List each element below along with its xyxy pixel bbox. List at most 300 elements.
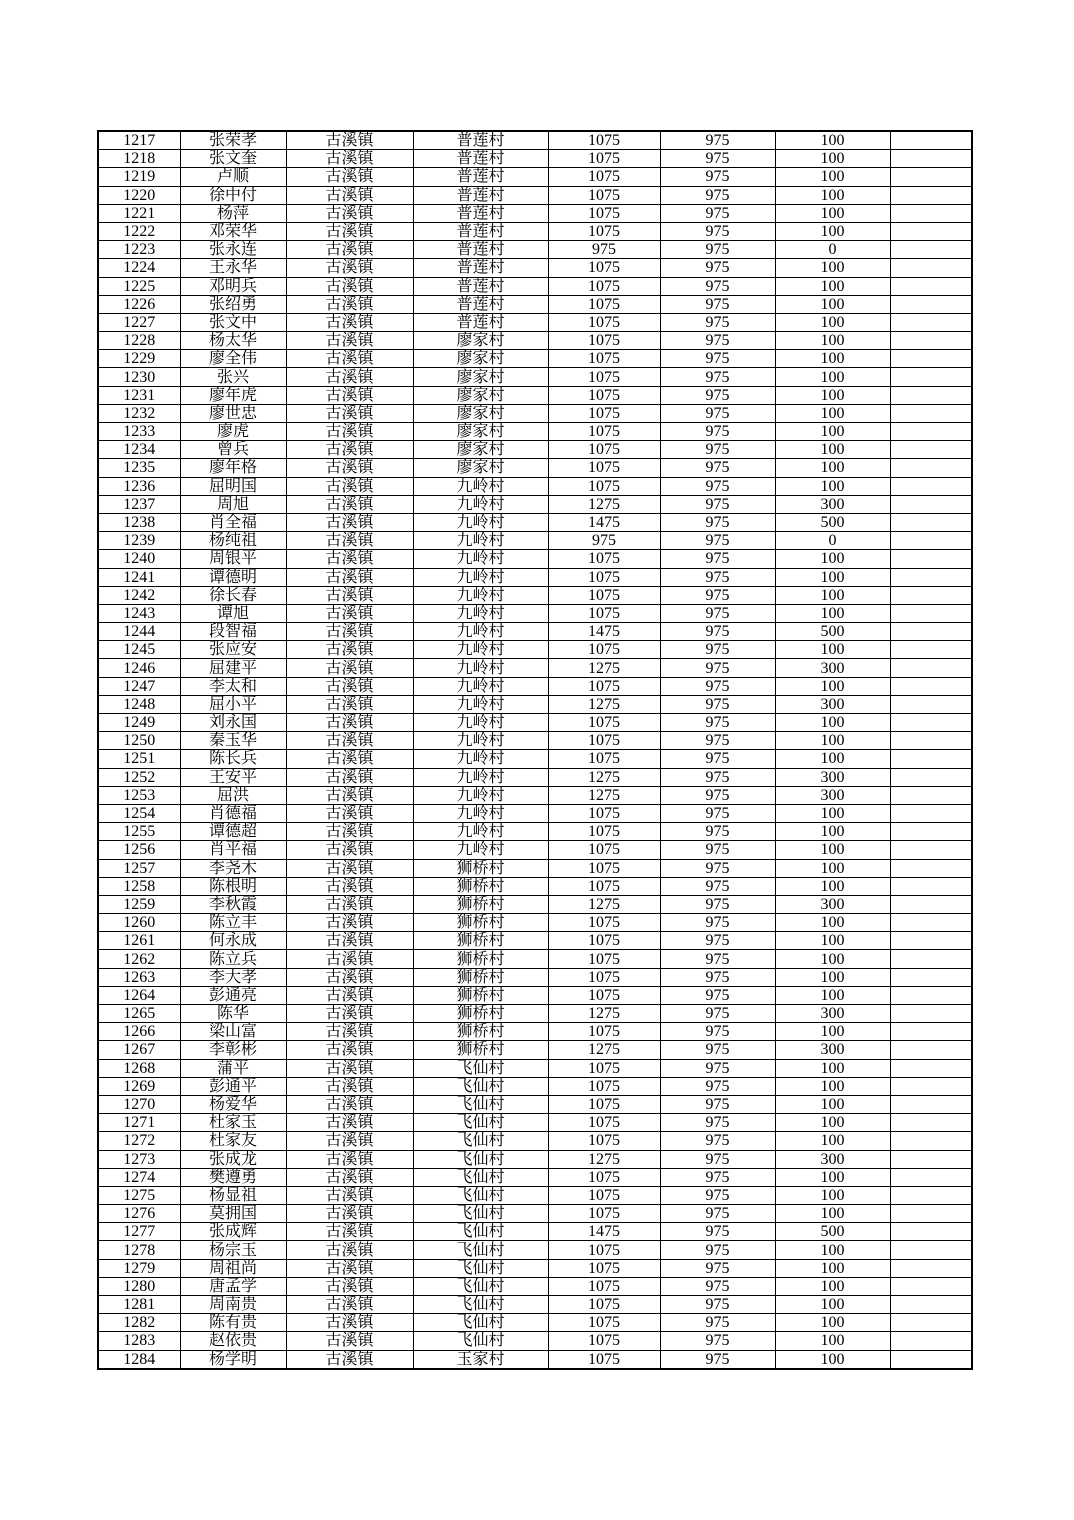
note-cell (890, 550, 972, 568)
table-row (98, 841, 972, 859)
serial-cell: 1239 (98, 532, 180, 550)
name-cell: 张荣孝 (180, 131, 286, 150)
serial-cell: 1252 (98, 768, 180, 786)
serial-cell: 1253 (98, 786, 180, 804)
serial-cell: 1242 (98, 586, 180, 604)
difference-cell: 100 (775, 804, 890, 822)
difference-cell: 100 (775, 641, 890, 659)
town-cell: 古溪镇 (286, 750, 413, 768)
village-cell: 九岭村 (413, 732, 548, 750)
note-cell (890, 1132, 972, 1150)
name-cell: 蒲平 (180, 1059, 286, 1077)
name-cell: 张成辉 (180, 1223, 286, 1241)
name-cell: 曾兵 (180, 441, 286, 459)
note-cell (890, 1150, 972, 1168)
difference-cell: 300 (775, 1005, 890, 1023)
village-cell: 狮桥村 (413, 986, 548, 1004)
village-cell: 廖家村 (413, 332, 548, 350)
note-cell (890, 1350, 972, 1369)
amount-b-cell: 975 (660, 641, 775, 659)
difference-cell: 0 (775, 532, 890, 550)
amount-b-cell: 975 (660, 259, 775, 277)
difference-cell: 100 (775, 823, 890, 841)
village-cell: 普莲村 (413, 259, 548, 277)
table-row (98, 1241, 972, 1259)
amount-b-cell: 975 (660, 168, 775, 186)
difference-cell: 100 (775, 459, 890, 477)
amount-b-cell: 975 (660, 1277, 775, 1295)
village-cell: 飞仙村 (413, 1205, 548, 1223)
name-cell: 屈小平 (180, 695, 286, 713)
serial-cell: 1271 (98, 1114, 180, 1132)
town-cell: 古溪镇 (286, 768, 413, 786)
amount-b-cell: 975 (660, 386, 775, 404)
amount-b-cell: 975 (660, 968, 775, 986)
serial-cell: 1272 (98, 1132, 180, 1150)
amount-a-cell: 1075 (548, 332, 660, 350)
table-row (98, 623, 972, 641)
note-cell (890, 1005, 972, 1023)
town-cell: 古溪镇 (286, 168, 413, 186)
village-cell: 飞仙村 (413, 1296, 548, 1314)
table-row (98, 1296, 972, 1314)
amount-a-cell: 1075 (548, 804, 660, 822)
name-cell: 廖年格 (180, 459, 286, 477)
name-cell: 张绍勇 (180, 295, 286, 313)
note-cell (890, 495, 972, 513)
table-row (98, 1186, 972, 1204)
note-cell (890, 641, 972, 659)
town-cell: 古溪镇 (286, 295, 413, 313)
difference-cell: 100 (775, 404, 890, 422)
note-cell (890, 714, 972, 732)
amount-b-cell: 975 (660, 695, 775, 713)
serial-cell: 1264 (98, 986, 180, 1004)
table-row (98, 1223, 972, 1241)
amount-b-cell: 975 (660, 1296, 775, 1314)
table-row (98, 168, 972, 186)
name-cell: 廖年虎 (180, 386, 286, 404)
serial-cell: 1247 (98, 677, 180, 695)
table-row (98, 750, 972, 768)
amount-b-cell: 975 (660, 550, 775, 568)
name-cell: 张成龙 (180, 1150, 286, 1168)
table-row (98, 368, 972, 386)
town-cell: 古溪镇 (286, 495, 413, 513)
amount-a-cell: 1075 (548, 1241, 660, 1259)
serial-cell: 1218 (98, 150, 180, 168)
difference-cell: 300 (775, 1150, 890, 1168)
serial-cell: 1231 (98, 386, 180, 404)
amount-a-cell: 1075 (548, 1277, 660, 1295)
village-cell: 狮桥村 (413, 895, 548, 913)
note-cell (890, 368, 972, 386)
table-row (98, 1168, 972, 1186)
amount-a-cell: 1075 (548, 404, 660, 422)
village-cell: 廖家村 (413, 368, 548, 386)
town-cell: 古溪镇 (286, 1332, 413, 1350)
town-cell: 古溪镇 (286, 1023, 413, 1041)
amount-b-cell: 975 (660, 495, 775, 513)
name-cell: 杜家友 (180, 1132, 286, 1150)
note-cell (890, 1241, 972, 1259)
difference-cell: 100 (775, 423, 890, 441)
serial-cell: 1221 (98, 204, 180, 222)
table-row (98, 1350, 972, 1369)
amount-b-cell: 975 (660, 586, 775, 604)
amount-b-cell: 975 (660, 568, 775, 586)
town-cell: 古溪镇 (286, 1095, 413, 1113)
town-cell: 古溪镇 (286, 677, 413, 695)
table-row (98, 241, 972, 259)
amount-a-cell: 1075 (548, 604, 660, 622)
table-row (98, 604, 972, 622)
difference-cell: 100 (775, 841, 890, 859)
table-row (98, 1005, 972, 1023)
difference-cell: 100 (775, 750, 890, 768)
table-row (98, 1259, 972, 1277)
serial-cell: 1246 (98, 659, 180, 677)
village-cell: 九岭村 (413, 714, 548, 732)
serial-cell: 1244 (98, 623, 180, 641)
town-cell: 古溪镇 (286, 968, 413, 986)
serial-cell: 1249 (98, 714, 180, 732)
table-row (98, 495, 972, 513)
village-cell: 九岭村 (413, 823, 548, 841)
town-cell: 古溪镇 (286, 332, 413, 350)
town-cell: 古溪镇 (286, 1314, 413, 1332)
serial-cell: 1278 (98, 1241, 180, 1259)
note-cell (890, 1023, 972, 1041)
table-row (98, 1205, 972, 1223)
name-cell: 周旭 (180, 495, 286, 513)
village-cell: 普莲村 (413, 204, 548, 222)
village-cell: 九岭村 (413, 550, 548, 568)
name-cell: 杜家玉 (180, 1114, 286, 1132)
town-cell: 古溪镇 (286, 368, 413, 386)
serial-cell: 1276 (98, 1205, 180, 1223)
note-cell (890, 986, 972, 1004)
village-cell: 九岭村 (413, 659, 548, 677)
note-cell (890, 950, 972, 968)
difference-cell: 100 (775, 586, 890, 604)
amount-a-cell: 1275 (548, 495, 660, 513)
table-row (98, 1314, 972, 1332)
town-cell: 古溪镇 (286, 1186, 413, 1204)
amount-a-cell: 1075 (548, 1296, 660, 1314)
table-body (98, 131, 972, 1369)
note-cell (890, 1077, 972, 1095)
note-cell (890, 350, 972, 368)
amount-b-cell: 975 (660, 1186, 775, 1204)
difference-cell: 100 (775, 1277, 890, 1295)
town-cell: 古溪镇 (286, 1259, 413, 1277)
village-cell: 九岭村 (413, 677, 548, 695)
town-cell: 古溪镇 (286, 131, 413, 150)
name-cell: 秦玉华 (180, 732, 286, 750)
difference-cell: 100 (775, 1132, 890, 1150)
town-cell: 古溪镇 (286, 222, 413, 240)
table-row (98, 204, 972, 222)
name-cell: 周银平 (180, 550, 286, 568)
table-row (98, 423, 972, 441)
serial-cell: 1283 (98, 1332, 180, 1350)
amount-a-cell: 1075 (548, 350, 660, 368)
note-cell (890, 623, 972, 641)
amount-a-cell: 1075 (548, 714, 660, 732)
name-cell: 邓明兵 (180, 277, 286, 295)
note-cell (890, 295, 972, 313)
table-row (98, 131, 972, 150)
amount-b-cell: 975 (660, 423, 775, 441)
serial-cell: 1267 (98, 1041, 180, 1059)
amount-b-cell: 975 (660, 732, 775, 750)
town-cell: 古溪镇 (286, 1277, 413, 1295)
name-cell: 肖德福 (180, 804, 286, 822)
amount-a-cell: 1075 (548, 841, 660, 859)
town-cell: 古溪镇 (286, 914, 413, 932)
village-cell: 普莲村 (413, 241, 548, 259)
table-row (98, 350, 972, 368)
town-cell: 古溪镇 (286, 932, 413, 950)
table-row (98, 477, 972, 495)
amount-a-cell: 1075 (548, 1205, 660, 1223)
amount-b-cell: 975 (660, 1205, 775, 1223)
note-cell (890, 277, 972, 295)
table-row (98, 768, 972, 786)
amount-a-cell: 1075 (548, 1259, 660, 1277)
amount-a-cell: 975 (548, 241, 660, 259)
village-cell: 飞仙村 (413, 1132, 548, 1150)
note-cell (890, 332, 972, 350)
difference-cell: 100 (775, 1168, 890, 1186)
amount-b-cell: 975 (660, 1041, 775, 1059)
village-cell: 狮桥村 (413, 1005, 548, 1023)
table-row (98, 804, 972, 822)
serial-cell: 1250 (98, 732, 180, 750)
village-cell: 廖家村 (413, 459, 548, 477)
amount-a-cell: 1075 (548, 677, 660, 695)
table-row (98, 1277, 972, 1295)
village-cell: 九岭村 (413, 623, 548, 641)
table-row (98, 313, 972, 331)
town-cell: 古溪镇 (286, 1150, 413, 1168)
amount-a-cell: 1075 (548, 968, 660, 986)
village-cell: 廖家村 (413, 404, 548, 422)
village-cell: 九岭村 (413, 586, 548, 604)
table-row (98, 277, 972, 295)
serial-cell: 1220 (98, 186, 180, 204)
amount-a-cell: 1075 (548, 1023, 660, 1041)
town-cell: 古溪镇 (286, 423, 413, 441)
town-cell: 古溪镇 (286, 513, 413, 531)
serial-cell: 1229 (98, 350, 180, 368)
village-cell: 飞仙村 (413, 1186, 548, 1204)
note-cell (890, 804, 972, 822)
difference-cell: 100 (775, 1059, 890, 1077)
note-cell (890, 186, 972, 204)
town-cell: 古溪镇 (286, 841, 413, 859)
name-cell: 王永华 (180, 259, 286, 277)
data-table (97, 130, 973, 1370)
serial-cell: 1280 (98, 1277, 180, 1295)
amount-b-cell: 975 (660, 1259, 775, 1277)
village-cell: 普莲村 (413, 277, 548, 295)
difference-cell: 100 (775, 313, 890, 331)
difference-cell: 100 (775, 386, 890, 404)
difference-cell: 500 (775, 623, 890, 641)
difference-cell: 100 (775, 1332, 890, 1350)
difference-cell: 0 (775, 241, 890, 259)
note-cell (890, 459, 972, 477)
amount-a-cell: 1475 (548, 623, 660, 641)
name-cell: 李秋霞 (180, 895, 286, 913)
amount-b-cell: 975 (660, 786, 775, 804)
table-row (98, 895, 972, 913)
village-cell: 飞仙村 (413, 1259, 548, 1277)
difference-cell: 100 (775, 859, 890, 877)
serial-cell: 1273 (98, 1150, 180, 1168)
amount-b-cell: 975 (660, 368, 775, 386)
amount-a-cell: 1475 (548, 1223, 660, 1241)
note-cell (890, 441, 972, 459)
town-cell: 古溪镇 (286, 895, 413, 913)
serial-cell: 1265 (98, 1005, 180, 1023)
name-cell: 廖全伟 (180, 350, 286, 368)
difference-cell: 300 (775, 495, 890, 513)
table-row (98, 1041, 972, 1059)
village-cell: 廖家村 (413, 350, 548, 368)
note-cell (890, 732, 972, 750)
table-row (98, 932, 972, 950)
town-cell: 古溪镇 (286, 714, 413, 732)
town-cell: 古溪镇 (286, 732, 413, 750)
note-cell (890, 1095, 972, 1113)
note-cell (890, 877, 972, 895)
difference-cell: 300 (775, 1041, 890, 1059)
difference-cell: 100 (775, 277, 890, 295)
amount-b-cell: 975 (660, 768, 775, 786)
amount-a-cell: 1075 (548, 1114, 660, 1132)
table-row (98, 441, 972, 459)
note-cell (890, 313, 972, 331)
village-cell: 九岭村 (413, 695, 548, 713)
name-cell: 卢顺 (180, 168, 286, 186)
serial-cell: 1255 (98, 823, 180, 841)
note-cell (890, 932, 972, 950)
difference-cell: 100 (775, 204, 890, 222)
town-cell: 古溪镇 (286, 604, 413, 622)
serial-cell: 1269 (98, 1077, 180, 1095)
note-cell (890, 532, 972, 550)
amount-b-cell: 975 (660, 1114, 775, 1132)
village-cell: 飞仙村 (413, 1168, 548, 1186)
amount-b-cell: 975 (660, 477, 775, 495)
name-cell: 廖虎 (180, 423, 286, 441)
name-cell: 彭通亮 (180, 986, 286, 1004)
amount-a-cell: 1075 (548, 441, 660, 459)
town-cell: 古溪镇 (286, 441, 413, 459)
table-row (98, 550, 972, 568)
town-cell: 古溪镇 (286, 532, 413, 550)
note-cell (890, 1059, 972, 1077)
amount-b-cell: 975 (660, 841, 775, 859)
table-row (98, 1059, 972, 1077)
amount-b-cell: 975 (660, 532, 775, 550)
village-cell: 九岭村 (413, 604, 548, 622)
name-cell: 屈明国 (180, 477, 286, 495)
serial-cell: 1258 (98, 877, 180, 895)
amount-b-cell: 975 (660, 1005, 775, 1023)
village-cell: 九岭村 (413, 513, 548, 531)
note-cell (890, 1332, 972, 1350)
note-cell (890, 259, 972, 277)
amount-b-cell: 975 (660, 241, 775, 259)
name-cell: 李尧木 (180, 859, 286, 877)
amount-a-cell: 1075 (548, 295, 660, 313)
amount-a-cell: 1075 (548, 859, 660, 877)
difference-cell: 300 (775, 768, 890, 786)
amount-b-cell: 975 (660, 1168, 775, 1186)
amount-a-cell: 1275 (548, 695, 660, 713)
amount-a-cell: 1075 (548, 259, 660, 277)
name-cell: 周祖尚 (180, 1259, 286, 1277)
amount-b-cell: 975 (660, 332, 775, 350)
amount-b-cell: 975 (660, 459, 775, 477)
name-cell: 张永连 (180, 241, 286, 259)
village-cell: 九岭村 (413, 841, 548, 859)
town-cell: 古溪镇 (286, 1059, 413, 1077)
difference-cell: 100 (775, 732, 890, 750)
serial-cell: 1241 (98, 568, 180, 586)
village-cell: 狮桥村 (413, 1023, 548, 1041)
name-cell: 杨太华 (180, 332, 286, 350)
note-cell (890, 241, 972, 259)
note-cell (890, 968, 972, 986)
difference-cell: 100 (775, 332, 890, 350)
serial-cell: 1259 (98, 895, 180, 913)
note-cell (890, 841, 972, 859)
amount-a-cell: 1075 (548, 1350, 660, 1369)
table-row (98, 459, 972, 477)
amount-a-cell: 1075 (548, 168, 660, 186)
note-cell (890, 1168, 972, 1186)
village-cell: 飞仙村 (413, 1332, 548, 1350)
difference-cell: 100 (775, 131, 890, 150)
name-cell: 段智福 (180, 623, 286, 641)
serial-cell: 1219 (98, 168, 180, 186)
amount-a-cell: 1075 (548, 368, 660, 386)
amount-a-cell: 1275 (548, 1005, 660, 1023)
name-cell: 周南贵 (180, 1296, 286, 1314)
town-cell: 古溪镇 (286, 459, 413, 477)
amount-b-cell: 975 (660, 277, 775, 295)
serial-cell: 1260 (98, 914, 180, 932)
town-cell: 古溪镇 (286, 386, 413, 404)
serial-cell: 1275 (98, 1186, 180, 1204)
note-cell (890, 1259, 972, 1277)
table-row (98, 823, 972, 841)
amount-b-cell: 975 (660, 313, 775, 331)
serial-cell: 1261 (98, 932, 180, 950)
serial-cell: 1233 (98, 423, 180, 441)
amount-b-cell: 975 (660, 295, 775, 313)
note-cell (890, 750, 972, 768)
name-cell: 杨纯祖 (180, 532, 286, 550)
amount-b-cell: 975 (660, 441, 775, 459)
amount-a-cell: 1075 (548, 932, 660, 950)
table-row (98, 914, 972, 932)
